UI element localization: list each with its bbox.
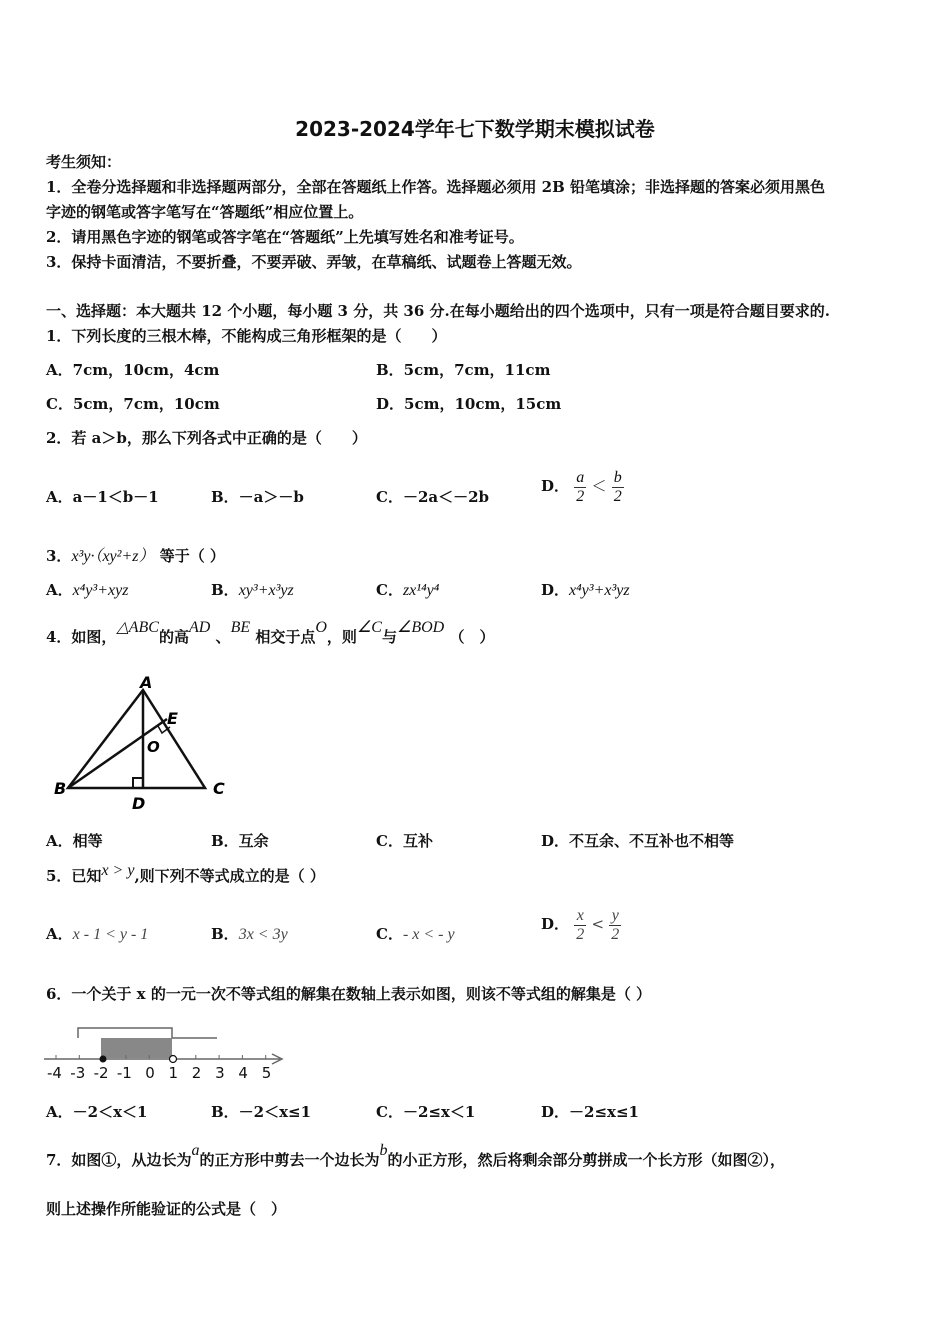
q6-tick-label: -2 [93,1064,109,1082]
notice-line-2: 字迹的钢笔或答字笔写在“答题纸”相应位置上。 [46,203,364,221]
q5-option-c [376,924,455,945]
q2-frac-num-b: b [613,468,622,486]
q6-tick-label: 1 [168,1064,179,1082]
q4-label-b: B [54,779,67,798]
q6-tick-label: 5 [261,1064,272,1082]
q6-shaded-region [101,1038,172,1058]
page-title: 2023-2024学年七下数学期末模拟试卷 [295,117,655,141]
q5-text-2: ,则下列不等式成立的是（ ） [134,867,325,885]
q2-option-c: C．－2a＜－2b [376,488,490,506]
q5-b-expr: 3x < 3y [238,926,288,943]
q5-stem [46,862,325,887]
notice-line-3: 2．请用黑色字迹的钢笔或答字笔在“答题纸”上先填写姓名和准考证号。 [46,228,524,246]
q7-text-1: 7．如图①，从边长为 [46,1151,192,1169]
q7-stem-line-2: 则上述操作所能验证的公式是（ ） [46,1200,287,1218]
q3-d-label: D． [541,581,570,599]
q5-a-expr: x - 1 < y - 1 [72,926,149,943]
q4-option-c: C．互补 [376,832,433,850]
q2-frac-den-b: 2 [613,487,622,505]
q1-stem: 1．下列长度的三根木棒，不能构成三角形框架的是（ ） [46,327,447,345]
q5-d-label: D． [541,915,570,933]
q4-text-4: 相交于点 [255,628,316,646]
q5-frac-num-y: y [609,907,621,926]
notice-line-4: 3．保持卡面清洁，不要折叠，不要弄破、弄皱，在草稿纸、试题卷上答题无效。 [46,253,582,271]
q6-tick-label: 0 [145,1064,155,1082]
q3-b-expr: xy³+x³yz [238,582,294,599]
q5-option-d [541,900,621,948]
q7-text-2: 的正方形中剪去一个边长为 [199,1151,380,1169]
q5-option-b [211,924,288,945]
q4-stem [46,619,495,648]
q4-text-2: 的高 [158,628,189,646]
q4-math-triangle: △ABC [116,619,159,636]
q3-stem [46,546,225,567]
q6-option-c: C．－2≤x＜1 [376,1103,476,1121]
q6-bracket-left [78,1028,172,1038]
q5-fraction-y [609,907,621,944]
q6-stem: 6．一个关于 x 的一元一次不等式组的解集在数轴上表示如图，则该不等式组的解集是（ ） [46,985,652,1003]
q3-c-expr: zx¹⁴y⁴ [402,582,440,599]
q5-option-a [46,924,148,945]
q6-tick-label: 2 [191,1064,202,1082]
q6-closed-point [100,1056,107,1063]
q3-number: 3． [46,547,72,565]
q6-option-b: B．－2＜x≤1 [211,1103,312,1121]
q3-stem-suffix: 等于（ ） [159,547,225,565]
q4-triangle-figure [50,672,240,817]
q5-text-1: 5．已知 [46,867,102,885]
q5-frac-den-y: 2 [611,925,620,943]
q4-label-o: O [147,738,160,756]
q3-option-c [376,580,439,601]
q4-math-angle-bod: ∠BOD [396,619,445,636]
q2-option-b: B．－a＞－b [211,488,304,506]
q5-frac-num-x: x [574,907,586,926]
q6-tick-label: 4 [238,1064,248,1082]
q5-math-condition: x > y [101,862,135,879]
section-heading: 一、选择题：本大题共 12 个小题，每小题 3 分，共 36 分.在每小题给出的四个选项中，只有一项是符合题目要求的. [46,302,830,320]
q3-expression: x³y·（xy²+z） [71,548,155,565]
q5-fraction-x [574,907,586,944]
q4-text-7: （ ） [449,628,495,646]
q6-open-point [170,1056,177,1063]
q1-option-a: A．7cm，10cm，4cm [46,361,220,379]
notice-line-1: 1．全卷分选择题和非选择题两部分，全部在答题纸上作答。选择题必须用 2B 铅笔填涂；非选择题的答案必须用黑色 [46,178,826,196]
q7-math-a: a [191,1142,200,1159]
q3-a-label: A． [46,581,73,599]
notice-heading: 考生须知： [46,153,122,171]
q5-b-label: B． [211,925,239,943]
q5-a-label: A． [46,925,73,943]
q3-option-b [211,580,294,601]
q5-frac-den-x: 2 [576,925,585,943]
q2-option-d [541,462,624,510]
q4-label-e: E [167,709,178,728]
q5-d-operator: < [591,915,605,933]
q4-label-a: A [140,673,153,692]
q4-math-angle-c: ∠C [356,619,382,636]
q4-text-5: ，则 [326,628,357,646]
q3-option-d [541,580,630,601]
q6-tick-label: -3 [70,1064,86,1082]
q2-fraction-b [612,469,624,506]
q1-option-b: B．5cm，7cm，11cm [376,361,551,379]
q5-c-label: C． [376,925,403,943]
q2-option-a: A．a－1＜b－1 [46,488,159,506]
q4-option-a: A．相等 [46,832,103,850]
q4-option-b: B．互余 [211,832,269,850]
q4-text-1: 4．如图， [46,628,117,646]
q6-tick-label: -1 [116,1064,132,1082]
q4-option-d: D．不互余、不互补也不相等 [541,832,735,850]
q4-math-o: O [315,619,327,636]
q4-text-3: 、 [215,628,231,646]
q2-d-operator: ＜ [591,477,607,495]
q6-tick-label: -4 [47,1064,62,1082]
q3-option-a [46,580,128,601]
q4-text-6: 与 [381,628,397,646]
q1-option-d: D．5cm，10cm，15cm [376,395,562,413]
q3-d-expr: x⁴y³+x³yz [569,582,630,599]
q1-option-c: C．5cm，7cm，10cm [46,395,220,413]
q5-c-expr: - x < - y [402,926,455,943]
q3-c-label: C． [376,581,403,599]
q6-option-a: A．－2＜x＜1 [46,1103,148,1121]
q2-fraction-a [574,469,586,506]
q3-a-expr: x⁴y³+xyz [72,582,129,599]
q2-frac-den-a: 2 [576,487,585,505]
q7-math-b: b [379,1142,388,1159]
q2-frac-num-a: a [576,468,585,486]
q2-stem: 2．若 a＞b，那么下列各式中正确的是（ ） [46,429,367,447]
q4-label-c: C [213,779,225,798]
q7-text-3: 的小正方形，然后将剩余部分剪拼成一个长方形（如图②）， [387,1151,785,1169]
q4-label-d: D [132,794,146,813]
q4-math-be: BE [230,619,251,636]
q6-tick-label: 3 [215,1064,225,1082]
q6-option-d: D．－2≤x≤1 [541,1103,639,1121]
q3-b-label: B． [211,581,239,599]
q7-stem [46,1142,785,1171]
q2-option-d-label: D． [541,477,570,495]
q6-number-line [42,1022,292,1084]
q4-math-ad: AD [188,619,211,636]
